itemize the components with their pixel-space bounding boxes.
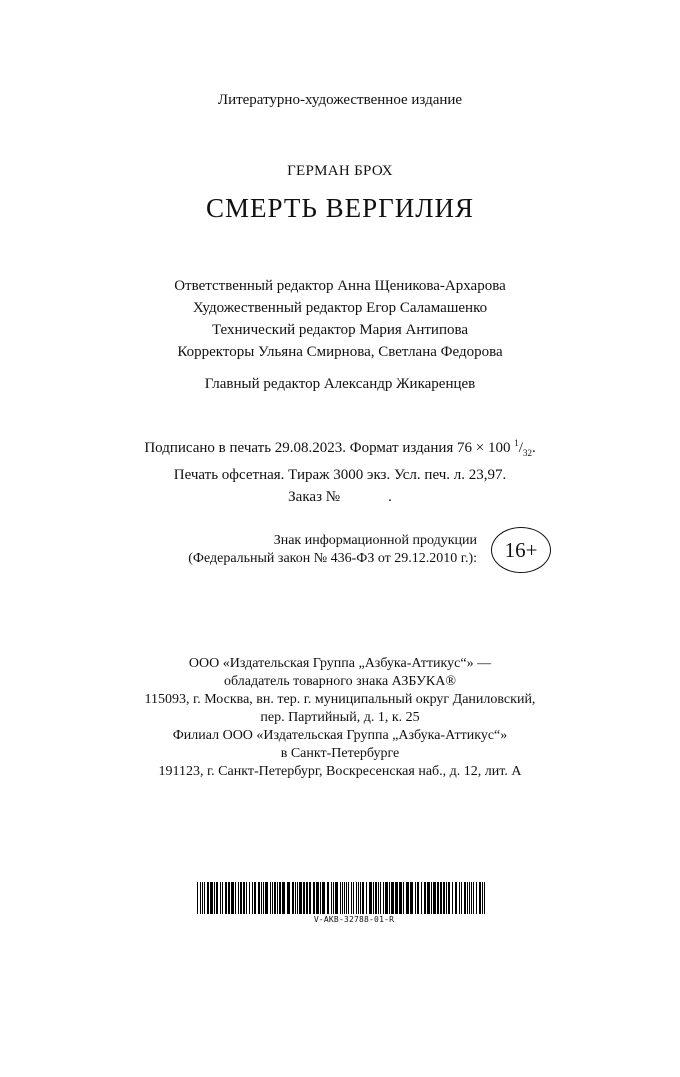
branch-info [0, 727, 680, 781]
staff-line: Технический редактор Мария Антипова [211, 322, 469, 338]
print-details: Печать офсетная. Тираж 3000 экз. Усл. печ. л. 23,97. [173, 467, 507, 483]
barcode-bar [320, 882, 321, 914]
barcode-bar [240, 882, 242, 914]
barcode-bar [448, 882, 450, 914]
barcode-bar [366, 882, 367, 914]
barcode-bar [406, 882, 409, 914]
barcode-bar [287, 882, 290, 914]
barcode-bar [360, 882, 361, 914]
barcode-bar [373, 882, 374, 914]
barcode-bar [220, 882, 221, 914]
barcode-bar [292, 882, 294, 914]
barcode-label: V-AKB-32788-01-R [313, 915, 395, 924]
barcode-bar [331, 882, 332, 914]
barcode-block [197, 882, 487, 924]
barcode-bar [265, 882, 268, 914]
barcode-bar [380, 882, 381, 914]
barcode-bar [353, 882, 354, 914]
barcode-bar [258, 882, 260, 914]
barcode-bar [225, 882, 227, 914]
order-label: Заказ № [288, 489, 341, 505]
order-end: . [388, 489, 392, 505]
barcode-bar [200, 882, 201, 914]
barcode-bar [358, 882, 359, 914]
publisher-info [0, 655, 680, 727]
barcode-bar [228, 882, 230, 914]
barcode-bar [440, 882, 442, 914]
format-fraction: $^1/_{32}$. [514, 438, 536, 458]
edition-type: Литературно-художественное издание [217, 92, 463, 108]
barcode-bar [443, 882, 445, 914]
barcode-bar [295, 882, 296, 914]
barcode-bar [469, 882, 470, 914]
barcode-bar [309, 882, 311, 914]
print-signed-line [0, 432, 680, 464]
barcode-bar [197, 882, 198, 914]
barcode-bar [378, 882, 379, 914]
barcode-bar [235, 882, 236, 914]
barcode-bar [335, 882, 338, 914]
barcode-bar [342, 882, 343, 914]
barcode-bar [263, 882, 264, 914]
barcode-bar [202, 882, 203, 914]
age-rating-law: (Федеральный закон № 436-ФЗ от 29.12.2010 г.): [188, 551, 477, 566]
barcode-bar [210, 882, 213, 914]
barcode-bar [340, 882, 341, 914]
barcode-bar [421, 882, 422, 914]
barcode-bar [389, 882, 390, 914]
barcode-bar [348, 882, 349, 914]
barcode-bar [274, 882, 276, 914]
barcode-bar [473, 882, 474, 914]
barcode-bar [431, 882, 432, 914]
barcode-bar [327, 882, 329, 914]
barcode-bar [344, 882, 345, 914]
staff-list [0, 275, 680, 363]
barcode-bar [395, 882, 398, 914]
barcode-bar [204, 882, 205, 914]
barcode-bar [433, 882, 436, 914]
barcode-bar [479, 882, 481, 914]
age-rating-badge: 16+ [491, 527, 551, 573]
barcode-bar [316, 882, 319, 914]
barcode-bar [222, 882, 223, 914]
barcode-bar [297, 882, 298, 914]
barcode-bar [437, 882, 439, 914]
barcode-bar [452, 882, 453, 914]
barcode-bar [254, 882, 256, 914]
barcode-bar [424, 882, 426, 914]
barcode-bar [214, 882, 215, 914]
chief-editor: Главный редактор Александр Жикаренцев [204, 376, 476, 392]
barcode-bar [216, 882, 218, 914]
branch-line: в Санкт-Петербурге [280, 746, 400, 761]
barcode-bar [207, 882, 209, 914]
barcode-bar [399, 882, 402, 914]
age-rating-text [188, 532, 477, 568]
barcode-bar [410, 882, 413, 914]
branch-line: 191123, г. Санкт-Петербург, Воскресенская наб., д. 12, лит. А [158, 764, 522, 779]
book-author: ГЕРМАН БРОХ [287, 163, 393, 179]
book-title: СМЕРТЬ ВЕРГИЛИЯ [205, 193, 475, 223]
barcode-bar [333, 882, 334, 914]
barcode-bar [403, 882, 404, 914]
barcode-bar [471, 882, 472, 914]
barcode-bar [356, 882, 357, 914]
barcode-bar [369, 882, 372, 914]
barcode-bar [427, 882, 430, 914]
barcode-bar [238, 882, 239, 914]
branch-line: Филиал ООО «Издательская Группа „Азбука-Аттикус“» [172, 728, 508, 743]
barcode-bar [351, 882, 352, 914]
barcode-bar [303, 882, 305, 914]
format-denominator: 32 [522, 448, 532, 458]
barcode-bar [346, 882, 347, 914]
print-info [0, 432, 680, 508]
publisher-line: ООО «Издательская Группа „Азбука-Аттикус“» — [188, 656, 492, 671]
age-rating-block [0, 527, 680, 577]
barcode-image [197, 882, 487, 914]
barcode-bar [261, 882, 262, 914]
barcode-bar [464, 882, 466, 914]
barcode-bar [391, 882, 394, 914]
barcode-bar [461, 882, 462, 914]
barcode-bar [277, 882, 278, 914]
barcode-bar [467, 882, 468, 914]
barcode-bar [246, 882, 247, 914]
staff-line: Корректоры Ульяна Смирнова, Светлана Федорова [177, 344, 503, 360]
barcode-bar [322, 882, 325, 914]
publisher-line: обладатель товарного знака АЗБУКА® [224, 674, 456, 689]
barcode-bar [252, 882, 253, 914]
barcode-bar [272, 882, 273, 914]
barcode-bar [306, 882, 308, 914]
barcode-bar [417, 882, 419, 914]
age-rating-line: Знак информационной продукции [273, 533, 477, 548]
barcode-bar [313, 882, 315, 914]
barcode-bar [243, 882, 245, 914]
barcode-bar [282, 882, 285, 914]
print-signed: Подписано в печать 29.08.2023. Формат издания 76 × 100 [144, 440, 511, 456]
publisher-line: пер. Партийный, д. 1, к. 25 [260, 710, 420, 725]
order-line [0, 486, 680, 508]
barcode-bar [484, 882, 485, 914]
barcode-bar [455, 882, 457, 914]
format-numerator: 1 [514, 438, 519, 448]
barcode-bar [383, 882, 384, 914]
barcode-bar [231, 882, 234, 914]
barcode-bar [375, 882, 377, 914]
barcode-bar [446, 882, 447, 914]
barcode-bar [299, 882, 302, 914]
barcode-bar [476, 882, 477, 914]
publisher-line: 115093, г. Москва, вн. тер. г. муниципальный округ Даниловский, [144, 692, 536, 707]
staff-line: Художественный редактор Егор Саламашенко [192, 300, 488, 316]
barcode-bar [270, 882, 271, 914]
barcode-bar [482, 882, 483, 914]
barcode-bar [459, 882, 460, 914]
barcode-bar [385, 882, 388, 914]
barcode-bar [279, 882, 281, 914]
barcode-bar [249, 882, 250, 914]
barcode-bar [415, 882, 416, 914]
staff-line: Ответственный редактор Анна Щеникова-Архарова [174, 278, 506, 294]
barcode-bar [362, 882, 364, 914]
